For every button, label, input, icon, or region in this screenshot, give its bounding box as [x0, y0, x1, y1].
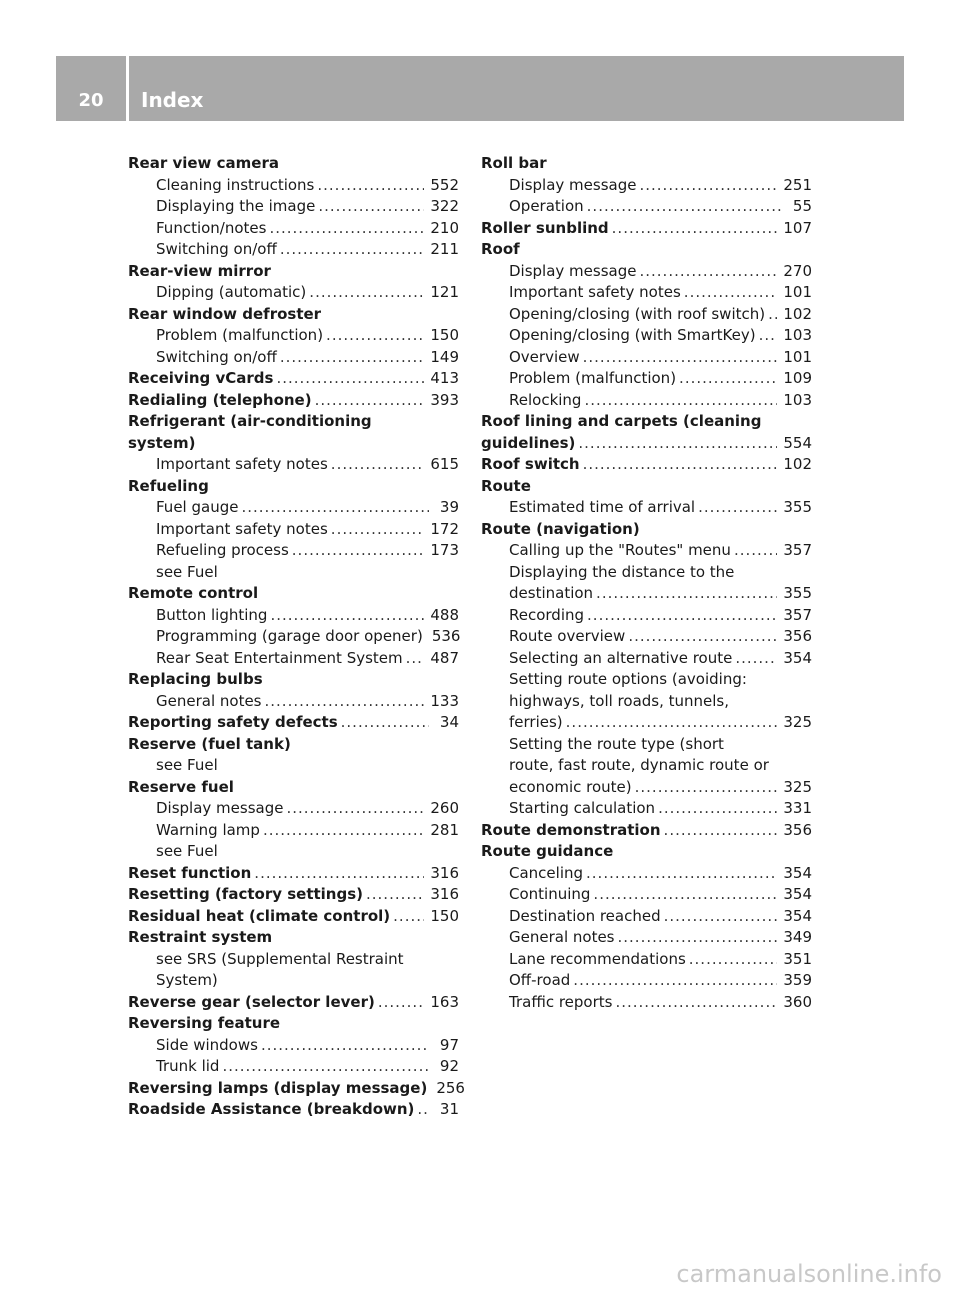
leader-dots [689, 949, 778, 971]
page-reference: 39 [439, 498, 459, 516]
page-reference: 260 [430, 799, 459, 817]
page-reference: 55 [792, 197, 812, 215]
page-reference: 107 [783, 218, 812, 237]
index-heading [481, 820, 812, 842]
page-reference: 487 [430, 648, 459, 667]
index-subentry [128, 755, 459, 777]
page-reference: 101 [783, 283, 812, 301]
leader-dots [573, 970, 777, 992]
index-subentry [128, 519, 459, 541]
index-subentry [128, 218, 459, 240]
index-subentry [481, 884, 812, 906]
index-subentry [481, 777, 812, 799]
leader-dots [326, 325, 424, 347]
index-subentry [481, 648, 812, 670]
leader-dots [317, 175, 424, 197]
page-reference: 615 [430, 455, 459, 473]
index-subentry [481, 669, 812, 691]
leader-dots [583, 454, 778, 476]
leader-dots [664, 906, 778, 928]
page-reference: 121 [430, 283, 459, 301]
page-reference: 354 [783, 863, 812, 882]
index-subentry [128, 691, 459, 713]
index-heading [128, 583, 459, 605]
page-reference: 34 [439, 713, 459, 731]
index-heading [128, 777, 459, 799]
index-heading [481, 476, 812, 498]
entry-label: see Fuel [156, 562, 218, 581]
entry-label: General notes [509, 928, 615, 946]
leader-dots [578, 433, 777, 455]
page-reference: 554 [783, 433, 812, 452]
page-reference: 325 [783, 713, 812, 731]
entry-label: Refueling [128, 476, 209, 495]
entry-label: Rear-view mirror [128, 261, 271, 280]
entry-label: Reporting safety defects [128, 713, 338, 731]
entry-label: Estimated time of arrival [509, 498, 696, 516]
entry-label: Display message [509, 175, 637, 194]
leader-dots [684, 282, 778, 304]
index-heading [128, 1078, 465, 1100]
index-subentry [481, 863, 812, 885]
entry-label: Problem (malfunction) [509, 369, 677, 387]
leader-dots [280, 347, 425, 369]
entry-label: Cleaning instructions [156, 175, 315, 194]
entry-label: Destination reached [509, 906, 661, 925]
index-heading [481, 411, 812, 433]
index-heading [481, 454, 812, 476]
entry-label: Route (navigation) [481, 519, 640, 538]
index-heading [128, 992, 459, 1014]
leader-dots [270, 605, 424, 627]
leader-dots [618, 927, 778, 949]
entry-label: ferries) [509, 713, 563, 731]
index-subentry [481, 906, 812, 928]
index-heading [128, 906, 459, 928]
index-heading [128, 927, 459, 949]
index-subentry [481, 626, 812, 648]
index-subentry [481, 282, 812, 304]
entry-label: Overview [509, 347, 580, 366]
entry-label: Canceling [509, 863, 584, 882]
index-heading [128, 390, 459, 412]
index-subentry [481, 540, 812, 562]
entry-label: Rear window defroster [128, 304, 322, 323]
page-reference: 354 [783, 648, 812, 667]
entry-label: Route [481, 476, 531, 495]
leader-dots [768, 304, 777, 326]
index-subentry [481, 798, 812, 820]
entry-label: Off-road [509, 971, 571, 989]
entry-label: Restraint system [128, 928, 273, 946]
index-subentry [481, 261, 812, 283]
index-heading [481, 841, 812, 863]
index-subentry [128, 347, 459, 369]
page-reference: 360 [783, 992, 812, 1011]
index-column-right [481, 153, 812, 1013]
entry-label: Redialing (telephone) [128, 390, 312, 409]
entry-label: destination [509, 584, 594, 602]
leader-dots [639, 261, 777, 283]
page-reference: 316 [430, 885, 459, 903]
entry-label: see SRS (Supplemental Restraint [156, 949, 404, 968]
page-reference: 331 [783, 799, 812, 817]
index-subentry [481, 368, 812, 390]
index-subentry [128, 282, 459, 304]
entry-label: Continuing [509, 885, 591, 903]
page-reference: 281 [430, 820, 459, 839]
index-subentry [128, 196, 459, 218]
index-subentry [481, 325, 812, 347]
leader-dots [315, 390, 425, 412]
leader-dots [261, 1035, 429, 1057]
leader-dots [698, 497, 777, 519]
entry-label: Setting route options (avoiding: [509, 670, 747, 688]
page-reference: 150 [430, 326, 459, 344]
entry-label: route, fast route, dynamic route or [509, 756, 769, 774]
page-reference: 163 [430, 992, 459, 1011]
index-subentry [481, 970, 812, 992]
index-heading [481, 218, 812, 240]
leader-dots [664, 820, 778, 842]
entry-label: Residual heat (climate control) [128, 906, 391, 925]
index-subentry [481, 390, 812, 412]
index-heading [128, 712, 459, 734]
index-heading [481, 239, 812, 261]
entry-label: Setting the route type (short [509, 734, 724, 753]
leader-dots [269, 218, 424, 240]
entry-label: Replacing bulbs [128, 670, 263, 688]
entry-label: Remote control [128, 584, 259, 602]
index-subentry [481, 927, 812, 949]
entry-label: Roller sunblind [481, 218, 609, 237]
leader-dots [583, 347, 778, 369]
page-reference: 349 [783, 928, 812, 946]
header-divider [126, 56, 129, 121]
entry-label: Route overview [509, 627, 626, 645]
index-subentry [128, 325, 459, 347]
index-subentry [481, 497, 812, 519]
index-subentry [128, 841, 459, 863]
entry-label: guidelines) [481, 433, 576, 452]
index-subentry [128, 497, 459, 519]
page-reference: 173 [430, 541, 459, 559]
entry-label: Opening/closing (with roof switch) [509, 304, 766, 323]
entry-label: Calling up the "Routes" menu [509, 541, 731, 559]
page-reference: 102 [783, 455, 812, 473]
index-heading [128, 153, 459, 175]
index-subentry [481, 196, 812, 218]
page-reference: 355 [783, 584, 812, 602]
entry-label: Selecting an alternative route [509, 648, 733, 667]
leader-dots [566, 712, 778, 734]
leader-dots [759, 325, 778, 347]
entry-label: Display message [509, 261, 637, 280]
page-reference: 357 [783, 605, 812, 624]
index-subentry [481, 712, 812, 734]
entry-label: Recording [509, 605, 585, 624]
index-subentry [128, 820, 459, 842]
index-subentry [128, 970, 459, 992]
leader-dots [628, 626, 777, 648]
page-reference: 97 [439, 1035, 459, 1054]
leader-dots [593, 884, 777, 906]
index-subentry [481, 605, 812, 627]
leader-dots [222, 1056, 429, 1078]
entry-label: see Fuel [156, 756, 218, 774]
index-heading [128, 884, 459, 906]
page-reference: 356 [783, 627, 812, 645]
index-subentry [128, 605, 459, 627]
index-heading [128, 1013, 459, 1035]
entry-label: Trunk lid [156, 1057, 220, 1075]
leader-dots [366, 884, 424, 906]
leader-dots [735, 648, 777, 670]
index-heading [128, 411, 459, 433]
index-subentry [128, 239, 459, 261]
entry-label: System) [156, 971, 218, 989]
index-subentry [481, 347, 812, 369]
leader-dots [406, 648, 425, 670]
section-title: Index [141, 88, 204, 112]
page-reference: 354 [783, 906, 812, 925]
page-reference: 536 [431, 627, 461, 645]
entry-label: Traffic reports [509, 992, 613, 1011]
entry-label: Route demonstration [481, 820, 661, 839]
page-reference: 354 [783, 885, 812, 903]
index-subentry [481, 992, 812, 1014]
page-reference: 316 [430, 863, 459, 882]
index-subentry [481, 755, 812, 777]
index-subentry [128, 1035, 459, 1057]
leader-dots [292, 540, 425, 562]
index-subentry [481, 562, 812, 584]
entry-label: Problem (malfunction) [156, 326, 324, 344]
leader-dots [734, 540, 777, 562]
page-reference: 172 [430, 519, 459, 538]
leader-dots [318, 196, 424, 218]
entry-label: Warning lamp [156, 820, 260, 839]
page-reference: 359 [783, 971, 812, 989]
page-reference: 270 [783, 261, 812, 280]
entry-label: Reversing feature [128, 1014, 281, 1032]
leader-dots [615, 992, 777, 1014]
entry-label: Important safety notes [156, 455, 328, 473]
leader-dots [263, 820, 424, 842]
entry-label: Resetting (factory settings) [128, 885, 363, 903]
page-reference: 211 [430, 240, 459, 258]
entry-label: Lane recommendations [509, 949, 686, 968]
entry-label: Displaying the image [156, 197, 316, 215]
page-reference: 356 [783, 820, 812, 839]
leader-dots [612, 218, 778, 240]
index-column-left [128, 153, 465, 1121]
entry-label: General notes [156, 691, 262, 710]
entry-label: Roof [481, 240, 520, 258]
entry-label: Reset function [128, 863, 252, 882]
index-heading [481, 519, 812, 541]
page-reference: 103 [783, 390, 812, 409]
leader-dots [679, 368, 777, 390]
leader-dots [584, 390, 777, 412]
index-subentry [128, 648, 459, 670]
index-subentry [481, 304, 812, 326]
index-subentry [128, 562, 459, 584]
watermark: carmanualsonline.info [676, 1260, 942, 1288]
page-reference: 552 [430, 175, 459, 194]
leader-dots [265, 691, 425, 713]
index-subentry [481, 175, 812, 197]
index-heading [128, 368, 459, 390]
entry-label: system) [128, 433, 196, 452]
entry-label: Dipping (automatic) [156, 283, 307, 301]
leader-dots [639, 175, 777, 197]
page-reference: 393 [430, 390, 459, 409]
page-reference: 109 [783, 369, 812, 387]
leader-dots [417, 1099, 429, 1121]
index-subentry [128, 1056, 459, 1078]
page-reference: 351 [783, 949, 812, 968]
entry-label: Reserve fuel [128, 777, 234, 796]
leader-dots [341, 712, 429, 734]
entry-label: Button lighting [156, 605, 268, 624]
index-heading [128, 476, 459, 498]
entry-label: Displaying the distance to the [509, 562, 735, 581]
index-subentry [481, 949, 812, 971]
leader-dots [286, 798, 424, 820]
page-reference: 355 [783, 498, 812, 516]
entry-label: Reversing lamps (display message) [128, 1078, 428, 1097]
entry-label: Receiving vCards [128, 369, 274, 387]
page-reference: 256 [436, 1078, 465, 1097]
page-number: 20 [78, 90, 104, 111]
entry-label: Fuel gauge [156, 498, 239, 516]
entry-label: Programming (garage door opener) [156, 627, 423, 645]
index-heading [128, 863, 459, 885]
entry-label: Starting calculation [509, 799, 656, 817]
entry-label: Important safety notes [509, 283, 681, 301]
entry-label: Refueling process [156, 541, 289, 559]
index-heading [481, 433, 812, 455]
entry-label: Reverse gear (selector lever) [128, 992, 375, 1011]
page-reference: 251 [783, 175, 812, 194]
index-subentry [481, 734, 812, 756]
page-reference: 149 [430, 347, 459, 366]
entry-label: Roadside Assistance (breakdown) [128, 1100, 415, 1118]
entry-label: Switching on/off [156, 240, 277, 258]
index-subentry [128, 540, 459, 562]
page-reference: 413 [430, 369, 459, 387]
entry-label: Roll bar [481, 154, 547, 172]
leader-dots [280, 239, 425, 261]
leader-dots [276, 368, 424, 390]
page-reference: 325 [783, 777, 812, 796]
index-subentry [128, 949, 459, 971]
entry-label: Opening/closing (with SmartKey) [509, 326, 756, 344]
leader-dots [393, 906, 424, 928]
index-subentry [128, 454, 459, 476]
index-subentry [128, 626, 459, 648]
leader-dots [658, 798, 777, 820]
entry-label: Rear view camera [128, 154, 279, 172]
entry-label: Route guidance [481, 842, 614, 860]
entry-label: Switching on/off [156, 347, 277, 366]
page-reference: 488 [430, 605, 459, 624]
leader-dots [635, 777, 778, 799]
entry-label: Function/notes [156, 218, 267, 237]
index-subentry [481, 691, 812, 713]
leader-dots [596, 583, 777, 605]
index-heading [128, 304, 459, 326]
entry-label: Reserve (fuel tank) [128, 734, 291, 753]
entry-label: Refrigerant (air-conditioning [128, 412, 372, 430]
entry-label: Display message [156, 799, 284, 817]
index-heading [128, 734, 459, 756]
index-heading [481, 153, 812, 175]
entry-label: Operation [509, 197, 584, 215]
page-reference: 102 [783, 304, 812, 323]
leader-dots [254, 863, 424, 885]
page-reference: 101 [783, 347, 812, 366]
page-reference: 31 [439, 1100, 459, 1118]
page-reference: 133 [430, 691, 459, 710]
page-reference: 150 [430, 906, 459, 925]
page-reference: 210 [430, 218, 459, 237]
page-reference: 322 [430, 197, 459, 215]
entry-label: Important safety notes [156, 519, 328, 538]
page-reference: 357 [783, 541, 812, 559]
leader-dots [331, 519, 425, 541]
page-reference: 92 [439, 1057, 459, 1075]
entry-label: Side windows [156, 1035, 258, 1054]
leader-dots [378, 992, 425, 1014]
index-heading [128, 669, 459, 691]
entry-label: Roof switch [481, 455, 580, 473]
index-heading [128, 261, 459, 283]
index-subentry [128, 798, 459, 820]
index-heading [128, 1099, 459, 1121]
leader-dots [586, 863, 777, 885]
entry-label: Rear Seat Entertainment System [156, 648, 403, 667]
entry-label: economic route) [509, 777, 632, 796]
entry-label: Roof lining and carpets (cleaning [481, 412, 762, 430]
index-subentry [128, 175, 459, 197]
leader-dots [331, 454, 425, 476]
page-reference: 103 [783, 326, 812, 344]
leader-dots [309, 282, 424, 304]
index-subentry [481, 583, 812, 605]
entry-label: highways, toll roads, tunnels, [509, 691, 730, 710]
entry-label: see Fuel [156, 842, 218, 860]
leader-dots [587, 196, 782, 218]
entry-label: Relocking [509, 390, 582, 409]
leader-dots [587, 605, 777, 627]
leader-dots [241, 497, 429, 519]
index-heading [128, 433, 459, 455]
